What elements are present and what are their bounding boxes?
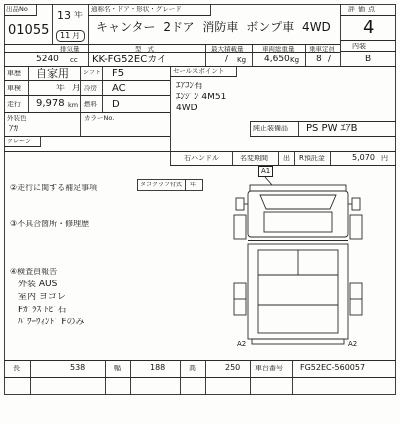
mileage-unit: km: [68, 102, 79, 109]
cab-roof: [264, 212, 332, 232]
genuine-equipment-value: PS PW ｴｱB: [306, 124, 358, 134]
capacity-value: 8: [316, 55, 322, 64]
ac-value: AC: [112, 84, 126, 94]
fuel-value: D: [112, 100, 120, 110]
width-value: 188: [150, 364, 166, 372]
front-damage-mark: A1: [258, 166, 273, 177]
height-value: 250: [225, 364, 241, 372]
mileage-notes-title: ②走行に関する補足事項: [10, 184, 98, 192]
interior-grade-label: 内装: [352, 43, 366, 50]
score-label: 評価点: [348, 6, 378, 13]
first-reg-month-unit: 月: [72, 32, 80, 40]
inspector-report-item: Fｶﾞﾗｽ ﾄﾋﾞ石: [18, 306, 67, 315]
front-right-wheel: [350, 215, 362, 239]
recycle-fee-amount: 5,070: [352, 154, 375, 162]
inspection-label: 車検: [7, 85, 21, 92]
cab-outline: [248, 191, 348, 237]
gross-weight-label: 車両総重量: [262, 46, 295, 53]
tachograph-label: タコグラフ付式: [140, 182, 183, 188]
name-change-label: 名変期間: [240, 155, 268, 162]
rear-right-damage-mark: A2: [348, 341, 358, 348]
registration-value: 自家用: [36, 68, 69, 79]
overall-score: 4: [363, 19, 375, 37]
tachograph-year-unit: 年: [190, 182, 197, 188]
model-year-unit: 年: [74, 11, 84, 20]
model-year: 13: [57, 10, 71, 21]
chassis-number-label: 車台番号: [255, 365, 283, 372]
steering-side: 右ハンドル: [184, 155, 219, 162]
width-label: 幅: [114, 365, 121, 372]
right-mirror: [352, 198, 360, 210]
first-reg-month: 11: [60, 32, 71, 40]
rear-bumper: [252, 339, 344, 344]
inspector-report-item: 室内 ヨゴレ: [18, 293, 66, 302]
out-label: 出: [283, 155, 290, 162]
capacity-label: 乗車定員: [309, 46, 335, 53]
shift-label: シフト: [83, 70, 102, 76]
recycle-fee-unit: 円: [381, 155, 388, 162]
color-number-label: カラーNo.: [84, 115, 115, 122]
front-mark-leader: [265, 177, 272, 185]
vehicle-diagram: [228, 165, 370, 355]
inspector-report-item: ﾊﾟﾜｰｳｨﾝﾄﾞ Fのみ: [18, 318, 85, 327]
mileage-value: 9,978: [36, 99, 65, 109]
length-label: 長: [13, 365, 20, 372]
chassis-number: FG52EC-560057: [300, 364, 366, 372]
defects-title: ③不具合箇所・修理歴: [10, 220, 90, 228]
capacity-unit: /: [328, 55, 332, 64]
rear-left-damage-mark: A2: [237, 341, 247, 348]
registration-label: 車歴: [7, 70, 21, 77]
inspector-report-title: ④検査員報告: [10, 268, 58, 276]
car-name-label: 通称名・ドア・形状・グレード: [91, 6, 182, 13]
max-load-unit: Kg: [237, 57, 247, 64]
model-code-value: KK-FG52ECカイ: [92, 55, 167, 65]
inspection-month-unit: 月: [72, 84, 82, 93]
mileage-label: 走行: [7, 101, 21, 108]
front-left-wheel: [234, 215, 246, 239]
displacement-label: 排気量: [60, 46, 80, 53]
windshield: [260, 195, 336, 209]
front-bumper: [250, 185, 346, 191]
sales-point-line: ｴﾝｼﾞﾝ 4M51: [176, 93, 227, 102]
inspection-year-unit: 年: [56, 84, 66, 93]
shift-value: F5: [112, 69, 125, 79]
length-value: 538: [70, 364, 86, 372]
sales-point-line: 4WD: [176, 104, 198, 113]
displacement-unit: cc: [70, 57, 78, 64]
gross-weight-value: 4,650: [264, 55, 290, 64]
car-name: キャンター 2ドア 消防車 ボンプ車 4WD: [96, 21, 331, 33]
crane-label: クレーン: [7, 139, 31, 145]
exterior-color-value: ｱｶ: [9, 125, 19, 134]
inspector-report-item: 外装 AUS: [18, 280, 58, 289]
genuine-equipment-label: 純正装備品: [253, 125, 288, 132]
exterior-color-label: 外装色: [7, 115, 27, 122]
sales-point-line: ｴｱｺﾝ有: [176, 82, 204, 91]
recycle-fee-label: R預託金: [299, 155, 325, 162]
left-mirror: [236, 198, 244, 210]
displacement-value: 5240: [36, 55, 59, 64]
sales-point-label: セールスポイント: [173, 68, 225, 75]
max-load-value: /: [225, 55, 229, 64]
gross-weight-unit: Kg: [290, 57, 300, 64]
max-load-label: 最大積載量: [211, 46, 244, 53]
model-code-label: 型式: [135, 46, 160, 53]
lot-number-label: 出品No: [6, 6, 28, 13]
interior-grade: B: [365, 55, 372, 64]
height-label: 高: [189, 365, 196, 372]
lot-number: 01055: [8, 24, 50, 37]
ac-label: 冷房: [84, 85, 97, 92]
fuel-label: 燃料: [84, 101, 97, 108]
